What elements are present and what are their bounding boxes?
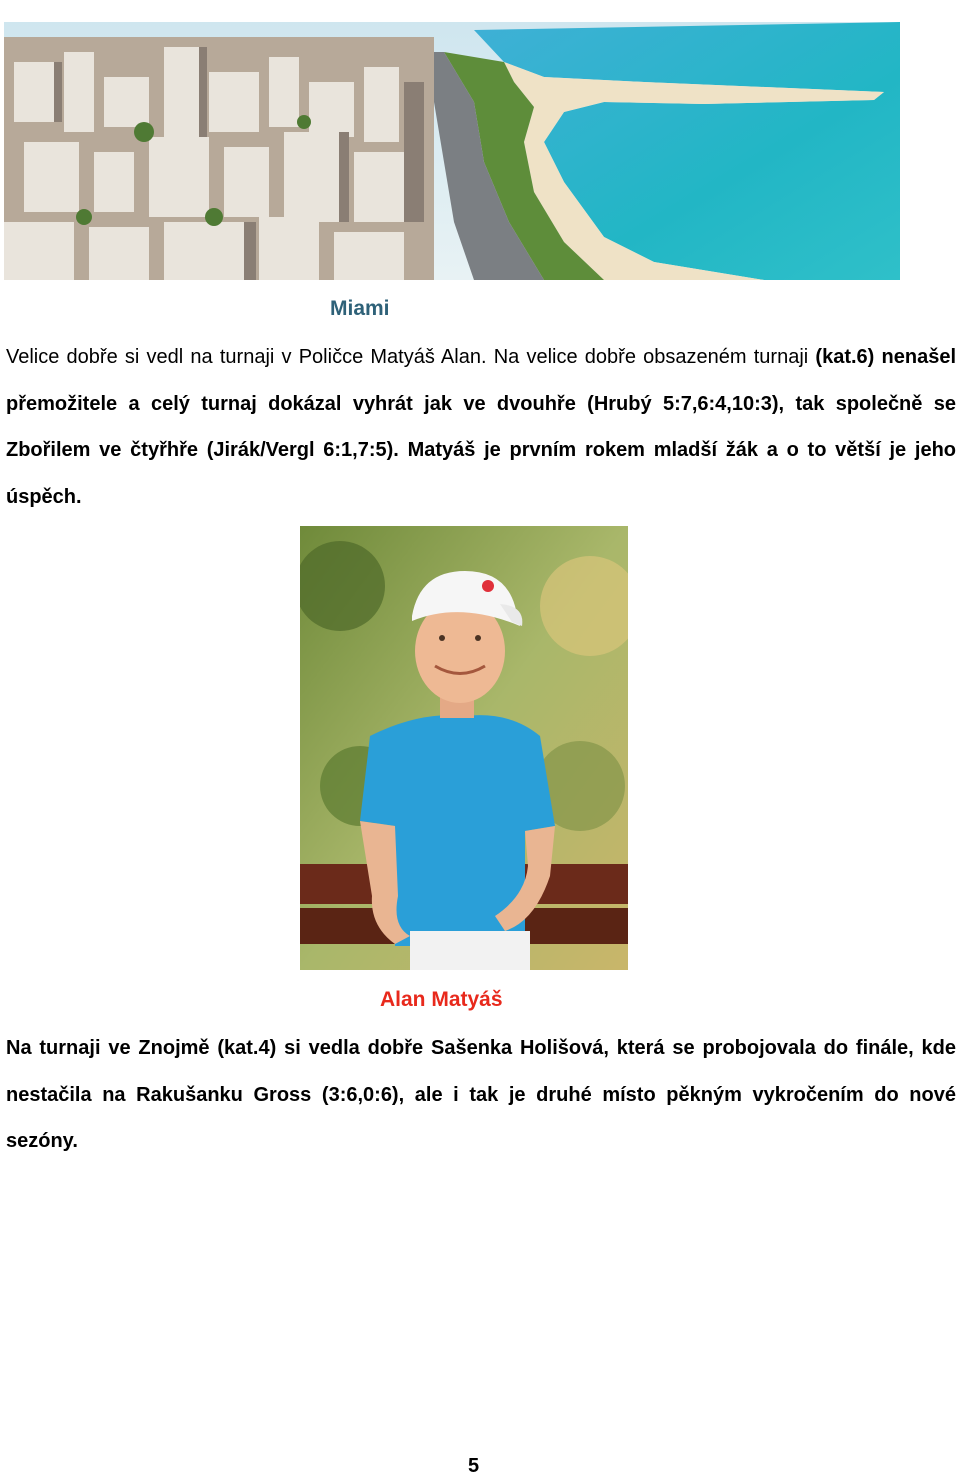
paragraph-policka-line-1: Velice dobře si vedl na turnaji v Poličce Matyáš Alan. Na velice dobře obsazeném turnaji (6, 346, 809, 368)
paragraph-policka (6, 334, 956, 520)
city-photo-caption: Miami (330, 297, 390, 320)
city-coast-photo (4, 22, 900, 280)
tennis-player-photo (300, 526, 628, 970)
page-number: 5 (468, 1455, 480, 1477)
city-coast-illustration (4, 22, 900, 280)
tennis-player-illustration (300, 526, 628, 970)
paragraph-policka-rest: (kat.6) nenašel přemožitele a celý turnaj dokázal vyhrát jak ve dvouhře (Hrubý 5:7,6:4,10:3), tak společně se Zbořilem ve čtyřhře (Jirák/Vergl 6:1,7:5). Matyáš je prvním rokem mladší žák a o to větší je jeho úspěch. (6, 346, 957, 508)
paragraph-znojmo: Na turnaji ve Znojmě (kat.4) si vedla dobře Sašenka Holišová, která se probojovala do finále, kde nestačila na Rakušanku Gross (3:6,0:6), ale i tak je druhé místo pěkným vykročením do nové sezóny. (6, 1037, 956, 1152)
player-photo-caption: Alan Matyáš (380, 988, 503, 1011)
